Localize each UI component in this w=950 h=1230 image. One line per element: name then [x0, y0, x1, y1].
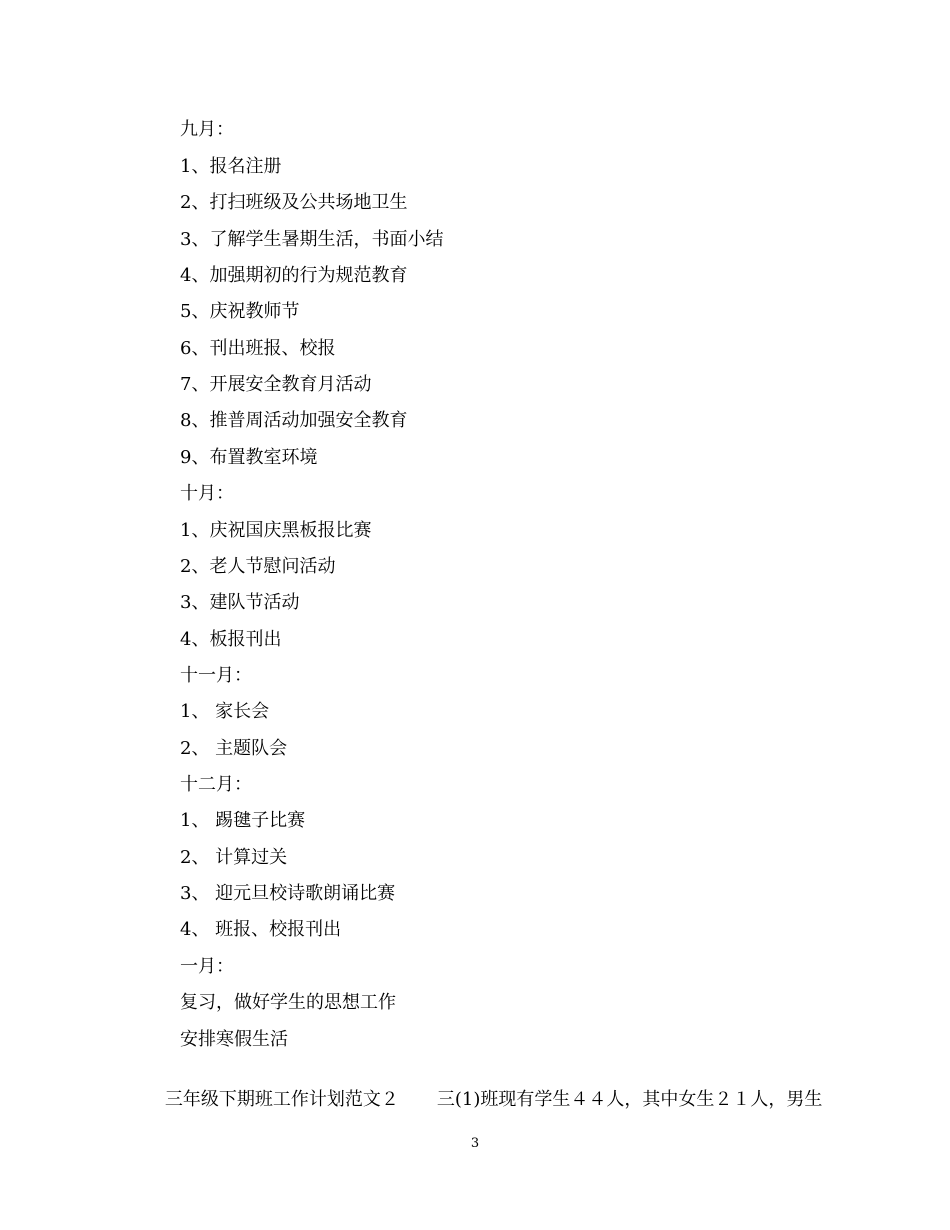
- page-number: 3: [470, 1136, 480, 1151]
- list-item: 7、开展安全教育月活动: [180, 374, 372, 395]
- list-item: 1、报名注册: [180, 156, 282, 177]
- next-section-line: [142, 1064, 822, 1136]
- list-item: 8、推普周活动加强安全教育: [180, 410, 408, 431]
- list-item: 2、 主题队会: [180, 738, 288, 759]
- list-item: 4、加强期初的行为规范教育: [180, 265, 408, 286]
- list-item: 4、板报刊出: [180, 629, 282, 650]
- list-item: 5、庆祝教师节: [180, 301, 300, 322]
- section-title: 三年级下期班工作计划范文２: [164, 1089, 399, 1110]
- list-item: 3、了解学生暑期生活，书面小结: [180, 229, 444, 250]
- list-item: 3、建队节活动: [180, 592, 300, 613]
- heading-january: 一月：: [180, 956, 234, 977]
- list-item: 2、打扫班级及公共场地卫生: [180, 192, 408, 213]
- heading-november: 十一月：: [180, 665, 252, 686]
- list-item: 9、布置教室环境: [180, 447, 318, 468]
- list-item: 1、庆祝国庆黑板报比赛: [180, 520, 372, 541]
- list-item: 1、 踢毽子比赛: [180, 810, 306, 831]
- heading-september: 九月：: [180, 119, 234, 140]
- list-item: 3、 迎元旦校诗歌朗诵比赛: [180, 883, 396, 904]
- list-item: 安排寒假生活: [180, 1029, 288, 1050]
- list-item: 1、 家长会: [180, 701, 270, 722]
- list-item: 6、刊出班报、校报: [180, 338, 336, 359]
- list-item: 2、老人节慰问活动: [180, 556, 336, 577]
- heading-december: 十二月：: [180, 774, 252, 795]
- heading-october: 十月：: [180, 483, 234, 504]
- section-text: 三(1)班现有学生４４人，其中女生２１人，男生: [436, 1089, 823, 1110]
- list-item: 4、 班报、校报刊出: [180, 919, 342, 940]
- list-item: 复习，做好学生的思想工作: [180, 992, 396, 1013]
- list-item: 2、 计算过关: [180, 847, 288, 868]
